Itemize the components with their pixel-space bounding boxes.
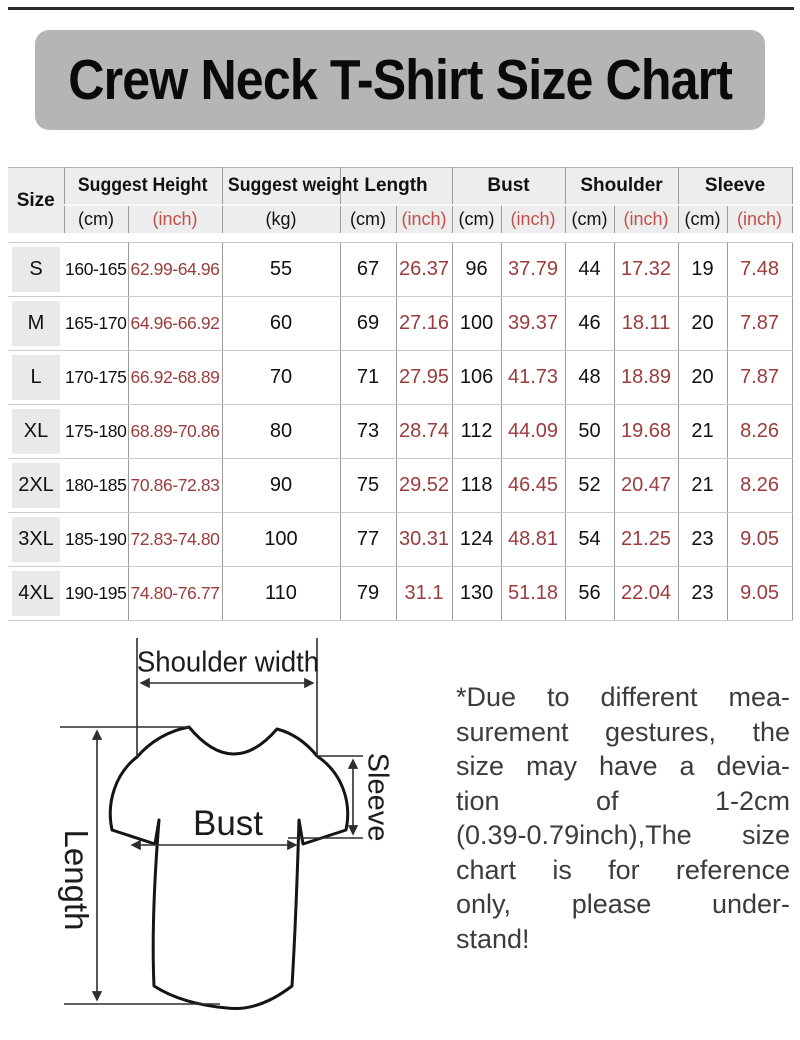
cell-size — [8, 297, 64, 351]
column-header-length: Length — [340, 168, 452, 206]
cell-weight-kg: 100 — [222, 513, 340, 567]
cell-sleeve-inch: 7.87 — [727, 351, 792, 405]
table-row — [8, 297, 792, 351]
cell-height-inch: 68.89-70.86 — [128, 405, 222, 459]
cell-bust-inch: 39.37 — [501, 297, 565, 351]
cell-sleeve-cm: 20 — [678, 351, 727, 405]
cell-weight-kg: 90 — [222, 459, 340, 513]
title-banner — [35, 30, 765, 130]
cell-bust-inch: 37.79 — [501, 243, 565, 297]
table-header — [8, 168, 792, 234]
note-line: only, please under- — [456, 889, 790, 919]
cell-bust-cm: 106 — [452, 351, 501, 405]
cell-length-cm: 69 — [340, 297, 396, 351]
note-line: tion of 1-2cm — [456, 785, 790, 816]
cell-bust-cm: 112 — [452, 405, 501, 459]
unit-header-bust-cm: (cm) — [452, 205, 501, 233]
page-title: Crew Neck T-Shirt Size Chart — [68, 48, 732, 112]
cell-sleeve-cm: 20 — [678, 297, 727, 351]
table-row — [8, 567, 792, 621]
cell-sleeve-inch: 8.26 — [727, 405, 792, 459]
cell-weight-kg: 110 — [222, 567, 340, 621]
table-row — [8, 243, 792, 297]
size-badge: 3XL — [12, 517, 60, 562]
cell-length-cm: 75 — [340, 459, 396, 513]
cell-height-cm: 170-175 — [64, 351, 128, 405]
table-row — [8, 459, 792, 513]
table-row — [8, 513, 792, 567]
cell-shoulder-cm: 52 — [565, 459, 614, 513]
note-text — [456, 680, 790, 956]
cell-sleeve-inch: 7.87 — [727, 297, 792, 351]
length-label: Length — [58, 829, 95, 931]
cell-length-inch: 27.16 — [396, 297, 452, 351]
cell-sleeve-cm: 23 — [678, 513, 727, 567]
cell-length-inch: 27.95 — [396, 351, 452, 405]
note-line: stand! — [456, 923, 530, 954]
cell-size — [8, 405, 64, 459]
cell-height-cm: 165-170 — [64, 297, 128, 351]
shoulder-width-label: Shoulder width — [136, 646, 320, 679]
cell-bust-cm: 96 — [452, 243, 501, 297]
note-line: size may have a devia- — [456, 751, 790, 781]
cell-sleeve-inch: 8.26 — [727, 459, 792, 513]
cell-height-cm: 175-180 — [64, 405, 128, 459]
cell-weight-kg: 60 — [222, 297, 340, 351]
note-line: chart is for reference — [456, 854, 790, 885]
cell-shoulder-cm: 56 — [565, 567, 614, 621]
cell-shoulder-inch: 22.04 — [614, 567, 678, 621]
size-badge: 4XL — [12, 571, 60, 616]
size-badge: 2XL — [12, 463, 60, 508]
column-header-suggest-height: Suggest Height — [64, 168, 222, 206]
cell-shoulder-inch: 19.68 — [614, 405, 678, 459]
unit-header-sleeve-cm: (cm) — [678, 205, 727, 233]
cell-sleeve-inch: 7.48 — [727, 243, 792, 297]
unit-header-shoulder-cm: (cm) — [565, 205, 614, 233]
cell-length-inch: 29.52 — [396, 459, 452, 513]
unit-header-length-cm: (cm) — [340, 205, 396, 233]
size-badge: XL — [12, 409, 60, 454]
unit-header-height-cm: (cm) — [64, 205, 128, 233]
size-chart-table — [8, 167, 793, 621]
cell-sleeve-cm: 19 — [678, 243, 727, 297]
table-row — [8, 405, 792, 459]
cell-height-inch: 74.80-76.77 — [128, 567, 222, 621]
cell-height-inch: 72.83-74.80 — [128, 513, 222, 567]
cell-bust-inch: 41.73 — [501, 351, 565, 405]
cell-height-cm: 160-165 — [64, 243, 128, 297]
column-header-size: Size — [8, 168, 64, 234]
cell-size — [8, 567, 64, 621]
cell-height-cm: 180-185 — [64, 459, 128, 513]
cell-bust-inch: 46.45 — [501, 459, 565, 513]
cell-shoulder-cm: 48 — [565, 351, 614, 405]
cell-weight-kg: 80 — [222, 405, 340, 459]
cell-height-inch: 70.86-72.83 — [128, 459, 222, 513]
cell-size — [8, 513, 64, 567]
unit-header-length-inch: (inch) — [396, 205, 452, 233]
size-badge: S — [12, 247, 60, 292]
cell-height-inch: 62.99-64.96 — [128, 243, 222, 297]
unit-header-bust-inch: (inch) — [501, 205, 565, 233]
cell-sleeve-cm: 21 — [678, 405, 727, 459]
size-badge: M — [12, 301, 60, 346]
tshirt-outline — [110, 727, 347, 1009]
cell-weight-kg: 55 — [222, 243, 340, 297]
unit-header-sleeve-inch: (inch) — [727, 205, 792, 233]
note-line: (0.39-0.79inch),The size — [456, 820, 790, 850]
cell-shoulder-cm: 50 — [565, 405, 614, 459]
column-header-bust: Bust — [452, 168, 565, 206]
cell-sleeve-inch: 9.05 — [727, 567, 792, 621]
note-line: *Due to different mea- — [456, 682, 790, 712]
unit-header-weight-kg: (kg) — [222, 205, 340, 233]
column-header-suggest-weight: Suggest weight — [222, 168, 340, 206]
size-table-body — [8, 233, 792, 621]
cell-shoulder-inch: 17.32 — [614, 243, 678, 297]
cell-length-inch: 31.1 — [396, 567, 452, 621]
cell-length-inch: 26.37 — [396, 243, 452, 297]
cell-height-cm: 185-190 — [64, 513, 128, 567]
size-badge: L — [12, 355, 60, 400]
cell-size — [8, 351, 64, 405]
cell-sleeve-cm: 21 — [678, 459, 727, 513]
bust-label: Bust — [192, 804, 264, 843]
cell-length-inch: 28.74 — [396, 405, 452, 459]
cell-bust-inch: 51.18 — [501, 567, 565, 621]
cell-length-cm: 71 — [340, 351, 396, 405]
sleeve-label: Sleeve — [361, 752, 394, 842]
note-line: surement gestures, the — [456, 716, 790, 747]
cell-length-cm: 73 — [340, 405, 396, 459]
cell-shoulder-inch: 18.11 — [614, 297, 678, 351]
table-row — [8, 351, 792, 405]
cell-length-cm: 77 — [340, 513, 396, 567]
cell-length-cm: 67 — [340, 243, 396, 297]
table-gap — [8, 233, 792, 243]
cell-bust-cm: 124 — [452, 513, 501, 567]
cell-shoulder-inch: 21.25 — [614, 513, 678, 567]
cell-bust-cm: 118 — [452, 459, 501, 513]
cell-bust-cm: 130 — [452, 567, 501, 621]
cell-sleeve-inch: 9.05 — [727, 513, 792, 567]
top-divider-line — [8, 7, 794, 10]
cell-shoulder-inch: 18.89 — [614, 351, 678, 405]
cell-shoulder-inch: 20.47 — [614, 459, 678, 513]
column-header-sleeve: Sleeve — [678, 168, 792, 206]
cell-length-inch: 30.31 — [396, 513, 452, 567]
cell-weight-kg: 70 — [222, 351, 340, 405]
cell-sleeve-cm: 23 — [678, 567, 727, 621]
cell-bust-inch: 44.09 — [501, 405, 565, 459]
cell-shoulder-cm: 54 — [565, 513, 614, 567]
column-header-shoulder: Shoulder — [565, 168, 678, 206]
cell-bust-inch: 48.81 — [501, 513, 565, 567]
cell-height-inch: 64.96-66.92 — [128, 297, 222, 351]
cell-height-cm: 190-195 — [64, 567, 128, 621]
cell-size — [8, 243, 64, 297]
cell-bust-cm: 100 — [452, 297, 501, 351]
cell-height-inch: 66.92-68.89 — [128, 351, 222, 405]
cell-shoulder-cm: 46 — [565, 297, 614, 351]
table-gap-row — [8, 233, 792, 243]
cell-size — [8, 459, 64, 513]
unit-header-shoulder-inch: (inch) — [614, 205, 678, 233]
unit-header-height-inch: (inch) — [128, 205, 222, 233]
cell-length-cm: 79 — [340, 567, 396, 621]
cell-shoulder-cm: 44 — [565, 243, 614, 297]
